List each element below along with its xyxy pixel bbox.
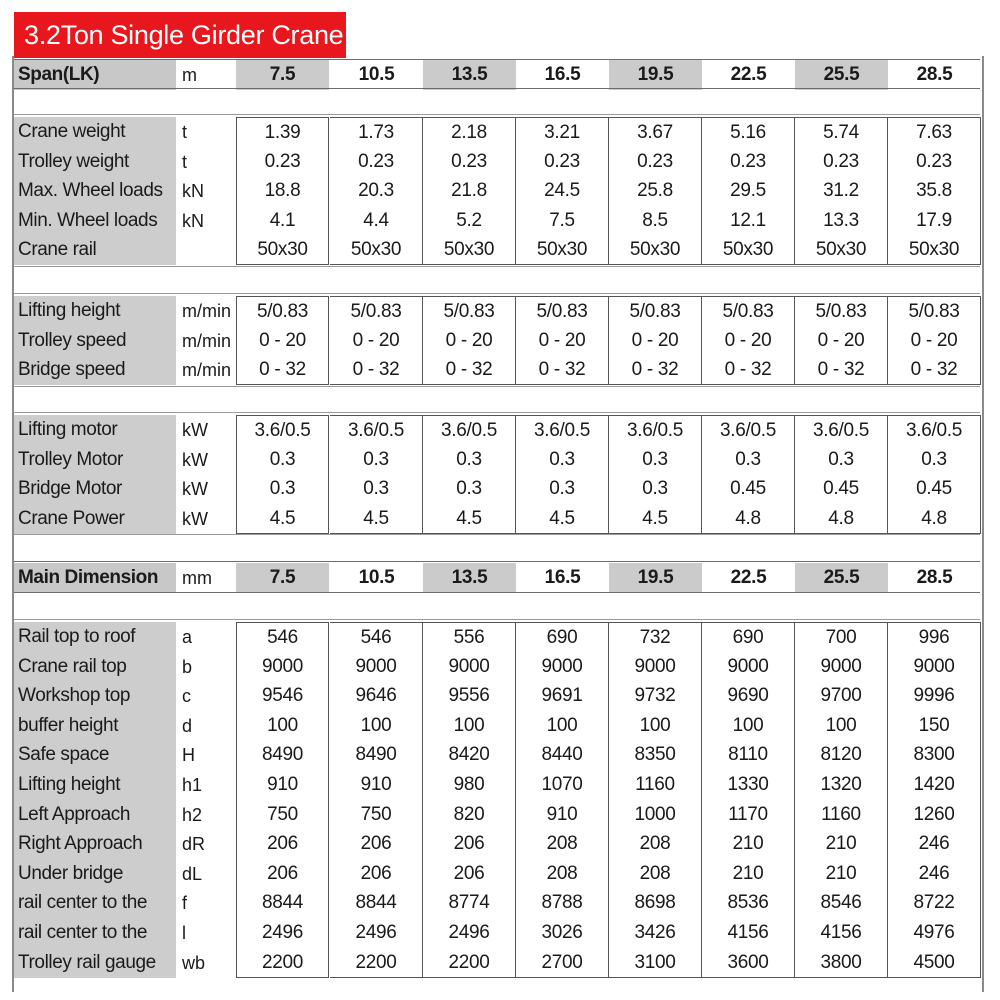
table-cell: 9000 xyxy=(516,652,609,682)
divider xyxy=(14,412,980,413)
row-label: Safe space xyxy=(14,740,176,770)
row-label: Bridge speed xyxy=(14,355,176,385)
row-label: rail center to the xyxy=(14,918,176,948)
table-cell: 0 - 20 xyxy=(423,326,516,356)
table-cell: 0.23 xyxy=(702,147,795,177)
table-cell: 25.5 xyxy=(795,60,888,90)
table-cell: 8536 xyxy=(702,888,795,918)
table-cell: 0 - 32 xyxy=(609,355,702,385)
table-row xyxy=(14,176,980,206)
row-unit: dL xyxy=(182,863,203,884)
table-cell: 1160 xyxy=(795,800,888,830)
table-cell: 25.5 xyxy=(795,563,888,593)
row-label: Lifting height xyxy=(14,296,176,326)
table-cell: 5/0.83 xyxy=(888,296,981,326)
table-cell: 206 xyxy=(236,859,329,889)
table-cell: 3.6/0.5 xyxy=(795,415,888,445)
table-cell: 50x30 xyxy=(702,235,795,265)
table-cell: 3.67 xyxy=(609,117,702,147)
row-label: buffer height xyxy=(14,711,176,741)
table-cell: 0 - 32 xyxy=(236,355,329,385)
table-cell: 2.18 xyxy=(423,117,516,147)
table-cell: 5/0.83 xyxy=(236,296,329,326)
table-cell: 0 - 32 xyxy=(423,355,516,385)
header-row xyxy=(14,563,980,593)
row-label: Crane Power xyxy=(14,504,176,534)
table-cell: 50x30 xyxy=(423,235,516,265)
table-cell: 2200 xyxy=(236,948,329,978)
table-cell: 700 xyxy=(795,622,888,652)
row-unit: kN xyxy=(182,181,204,202)
table-cell: 7.5 xyxy=(236,563,329,593)
table-cell: 0 - 20 xyxy=(330,326,423,356)
table-cell: 150 xyxy=(888,711,981,741)
table-cell: 546 xyxy=(236,622,329,652)
table-cell: 1.73 xyxy=(330,117,423,147)
table-cell: 910 xyxy=(330,770,423,800)
table-cell: 0.3 xyxy=(888,445,981,475)
table-cell: 1170 xyxy=(702,800,795,830)
table-cell: 0.23 xyxy=(236,147,329,177)
table-cell: 50x30 xyxy=(795,235,888,265)
table-cell: 0.3 xyxy=(330,474,423,504)
table-cell: 0.3 xyxy=(236,445,329,475)
table-cell: 22.5 xyxy=(730,64,767,85)
table-cell: 0.3 xyxy=(516,474,609,504)
table-cell: 246 xyxy=(888,859,981,889)
table-cell: 1160 xyxy=(609,770,702,800)
table-cell: 5.74 xyxy=(795,117,888,147)
table-cell: 22.5 xyxy=(730,567,767,588)
table-cell: 5.2 xyxy=(423,206,516,236)
table-cell: 9732 xyxy=(609,681,702,711)
table-cell: 17.9 xyxy=(888,206,981,236)
row-unit: f xyxy=(182,893,188,914)
table-cell: 13.3 xyxy=(795,206,888,236)
table-cell: 910 xyxy=(516,800,609,830)
table-cell: 9000 xyxy=(423,652,516,682)
table-cell: 3.6/0.5 xyxy=(330,415,423,445)
table-cell: 8546 xyxy=(795,888,888,918)
table-cell: 690 xyxy=(516,622,609,652)
table-cell: 8300 xyxy=(888,740,981,770)
divider xyxy=(14,534,980,535)
row-unit: t xyxy=(182,151,188,172)
row-label: Under bridge xyxy=(14,859,176,889)
table-cell: 25.8 xyxy=(609,176,702,206)
table-cell: 9556 xyxy=(423,681,516,711)
table-cell: 0.3 xyxy=(795,445,888,475)
divider xyxy=(14,266,980,267)
table-cell: 8110 xyxy=(702,740,795,770)
table-cell: 3600 xyxy=(702,948,795,978)
table-cell: 1070 xyxy=(516,770,609,800)
table-cell: 5/0.83 xyxy=(423,296,516,326)
table-cell: 980 xyxy=(423,770,516,800)
table-cell: 996 xyxy=(888,622,981,652)
table-cell: 1000 xyxy=(609,800,702,830)
table-cell: 1320 xyxy=(795,770,888,800)
row-label: Trolley weight xyxy=(14,147,176,177)
table-cell: 5/0.83 xyxy=(795,296,888,326)
table-cell: 5.16 xyxy=(702,117,795,147)
row-label: Span(LK) xyxy=(14,60,176,90)
table-cell: 9000 xyxy=(702,652,795,682)
table-cell: 7.63 xyxy=(888,117,981,147)
table-row xyxy=(14,652,980,682)
table-row xyxy=(14,622,980,652)
table-cell: 4976 xyxy=(888,918,981,948)
row-label: Right Approach xyxy=(14,829,176,859)
table-row xyxy=(14,888,980,918)
table-cell: 9000 xyxy=(609,652,702,682)
table-cell: 556 xyxy=(423,622,516,652)
table-cell: 0.3 xyxy=(516,445,609,475)
table-cell: 7.5 xyxy=(516,206,609,236)
table-cell: 16.5 xyxy=(544,567,581,588)
row-unit: kN xyxy=(182,210,204,231)
row-label: Trolley speed xyxy=(14,326,176,356)
table-cell: 21.8 xyxy=(423,176,516,206)
table-cell: 2496 xyxy=(236,918,329,948)
table-cell: 50x30 xyxy=(330,235,423,265)
divider xyxy=(14,386,980,387)
table-cell: 3.21 xyxy=(516,117,609,147)
table-row xyxy=(14,711,980,741)
table-cell: 1260 xyxy=(888,800,981,830)
table-cell: 210 xyxy=(702,829,795,859)
row-label: Workshop top xyxy=(14,681,176,711)
table-cell: 50x30 xyxy=(609,235,702,265)
row-label: Main Dimension xyxy=(14,563,176,593)
table-row xyxy=(14,415,980,445)
table-cell: 4.8 xyxy=(888,504,981,534)
row-label: Max. Wheel loads xyxy=(14,176,176,206)
table-cell: 2200 xyxy=(423,948,516,978)
table-cell: 9000 xyxy=(888,652,981,682)
row-unit: wb xyxy=(182,952,206,973)
row-label: Min. Wheel loads xyxy=(14,206,176,236)
table-cell: 0 - 32 xyxy=(330,355,423,385)
table-row xyxy=(14,681,980,711)
table-cell: 5/0.83 xyxy=(516,296,609,326)
table-cell: 0.3 xyxy=(423,474,516,504)
row-label: Crane weight xyxy=(14,117,176,147)
table-cell: 4500 xyxy=(888,948,981,978)
table-cell: 100 xyxy=(423,711,516,741)
table-cell: 100 xyxy=(702,711,795,741)
table-cell: 208 xyxy=(516,859,609,889)
row-label: Bridge Motor xyxy=(14,474,176,504)
table-cell: 0 - 20 xyxy=(609,326,702,356)
table-cell: 0 - 32 xyxy=(516,355,609,385)
table-row xyxy=(14,829,980,859)
table-cell: 246 xyxy=(888,829,981,859)
table-cell: 0 - 32 xyxy=(795,355,888,385)
table-cell: 4.5 xyxy=(516,504,609,534)
table-cell: 0.23 xyxy=(888,147,981,177)
table-cell: 3.6/0.5 xyxy=(609,415,702,445)
table-cell: 4.5 xyxy=(609,504,702,534)
divider xyxy=(14,619,980,620)
table-row xyxy=(14,770,980,800)
row-unit: d xyxy=(182,715,193,736)
divider xyxy=(14,114,980,115)
table-cell: 9690 xyxy=(702,681,795,711)
divider xyxy=(14,88,980,89)
table-cell: 7.5 xyxy=(236,60,329,90)
table-cell: 8698 xyxy=(609,888,702,918)
table-cell: 4156 xyxy=(702,918,795,948)
row-unit: t xyxy=(182,122,188,142)
table-cell: 8844 xyxy=(330,888,423,918)
table-cell: 8.5 xyxy=(609,206,702,236)
table-cell: 10.5 xyxy=(358,567,395,588)
table-cell: 8490 xyxy=(330,740,423,770)
row-unit: kW xyxy=(182,508,208,529)
table-cell: 2700 xyxy=(516,948,609,978)
table-row xyxy=(14,918,980,948)
table-row xyxy=(14,800,980,830)
table-cell: 208 xyxy=(609,859,702,889)
table-cell: 13.5 xyxy=(423,563,516,593)
table-cell: 0.3 xyxy=(609,445,702,475)
table-cell: 8722 xyxy=(888,888,981,918)
row-unit: kW xyxy=(182,420,208,440)
table-cell: 100 xyxy=(795,711,888,741)
table-cell: 4.5 xyxy=(236,504,329,534)
row-label: Trolley Motor xyxy=(14,445,176,475)
table-cell: 0.23 xyxy=(609,147,702,177)
table-row xyxy=(14,740,980,770)
row-unit: c xyxy=(182,686,191,707)
table-cell: 9700 xyxy=(795,681,888,711)
table-cell: 50x30 xyxy=(236,235,329,265)
table-cell: 9000 xyxy=(795,652,888,682)
row-unit xyxy=(180,235,236,265)
table-cell: 750 xyxy=(330,800,423,830)
table-cell: 0.23 xyxy=(795,147,888,177)
table-cell: 0.23 xyxy=(330,147,423,177)
row-unit: dR xyxy=(182,834,206,855)
table-cell: 8844 xyxy=(236,888,329,918)
row-unit: H xyxy=(182,745,195,766)
table-cell: 31.2 xyxy=(795,176,888,206)
table-row xyxy=(14,445,980,475)
header-row xyxy=(14,60,980,90)
table-cell: 210 xyxy=(795,859,888,889)
row-unit: m/min xyxy=(182,360,231,381)
table-cell: 2496 xyxy=(330,918,423,948)
table-cell: 0.3 xyxy=(609,474,702,504)
table-cell: 35.8 xyxy=(888,176,981,206)
table-cell: 50x30 xyxy=(516,235,609,265)
table-cell: 206 xyxy=(236,829,329,859)
table-cell: 3800 xyxy=(795,948,888,978)
table-cell: 100 xyxy=(330,711,423,741)
table-row xyxy=(14,206,980,236)
table-cell: 19.5 xyxy=(609,60,702,90)
table-cell: 3426 xyxy=(609,918,702,948)
table-cell: 1330 xyxy=(702,770,795,800)
table-cell: 18.8 xyxy=(236,176,329,206)
row-unit: kW xyxy=(182,449,208,470)
table-cell: 820 xyxy=(423,800,516,830)
table-cell: 206 xyxy=(330,859,423,889)
row-label: Trolley rail gauge xyxy=(14,948,176,978)
table-cell: 2496 xyxy=(423,918,516,948)
table-cell: 28.5 xyxy=(916,64,953,85)
table-cell: 2200 xyxy=(330,948,423,978)
table-cell: 3026 xyxy=(516,918,609,948)
table-cell: 0 - 20 xyxy=(236,326,329,356)
table-cell: 19.5 xyxy=(609,563,702,593)
table-cell: 210 xyxy=(702,859,795,889)
table-cell: 4.8 xyxy=(702,504,795,534)
divider xyxy=(14,293,980,294)
table-row xyxy=(14,296,980,326)
table-cell: 3.6/0.5 xyxy=(702,415,795,445)
table-cell: 0.45 xyxy=(702,474,795,504)
table-cell: 9996 xyxy=(888,681,981,711)
row-label: Lifting motor xyxy=(14,415,176,445)
table-cell: 750 xyxy=(236,800,329,830)
table-cell: 5/0.83 xyxy=(609,296,702,326)
table-cell: 0.3 xyxy=(236,474,329,504)
row-unit: h1 xyxy=(182,775,203,795)
table-cell: 9691 xyxy=(516,681,609,711)
row-label: Rail top to roof xyxy=(14,622,176,652)
table-cell: 3.6/0.5 xyxy=(236,415,329,445)
table-cell: 208 xyxy=(516,829,609,859)
table-cell: 3.6/0.5 xyxy=(423,415,516,445)
table-cell: 0 - 20 xyxy=(795,326,888,356)
table-cell: 4.8 xyxy=(795,504,888,534)
table-cell: 9000 xyxy=(236,652,329,682)
table-cell: 29.5 xyxy=(702,176,795,206)
table-cell: 8420 xyxy=(423,740,516,770)
table-cell: 0.45 xyxy=(888,474,981,504)
table-cell: 0.23 xyxy=(516,147,609,177)
table-cell: 4.5 xyxy=(330,504,423,534)
table-row xyxy=(14,474,980,504)
table-cell: 206 xyxy=(423,859,516,889)
table-cell: 10.5 xyxy=(358,64,395,85)
table-cell: 20.3 xyxy=(330,176,423,206)
table-cell: 9646 xyxy=(330,681,423,711)
table-cell: 206 xyxy=(423,829,516,859)
table-cell: 4.5 xyxy=(423,504,516,534)
row-unit: a xyxy=(182,627,193,647)
row-unit: l xyxy=(182,923,186,943)
table-cell: 16.5 xyxy=(544,64,581,85)
table-cell: 3.6/0.5 xyxy=(888,415,981,445)
table-row xyxy=(14,504,980,534)
table-cell: 208 xyxy=(609,829,702,859)
row-unit: kW xyxy=(182,479,208,500)
divider xyxy=(14,561,980,562)
table-row xyxy=(14,147,980,177)
table-cell: 100 xyxy=(609,711,702,741)
table-cell: 206 xyxy=(330,829,423,859)
table-cell: 0 - 32 xyxy=(702,355,795,385)
table-row xyxy=(14,948,980,978)
row-unit: m/min xyxy=(182,301,231,321)
table-cell: 4156 xyxy=(795,918,888,948)
table-cell: 8350 xyxy=(609,740,702,770)
page-title: 3.2Ton Single Girder Crane xyxy=(14,12,346,58)
table-row xyxy=(14,235,980,265)
table-row xyxy=(14,326,980,356)
table-cell: 100 xyxy=(236,711,329,741)
table-cell: 690 xyxy=(702,622,795,652)
table-cell: 546 xyxy=(330,622,423,652)
table-cell: 8440 xyxy=(516,740,609,770)
table-cell: 3100 xyxy=(609,948,702,978)
row-unit: h2 xyxy=(182,804,203,825)
row-unit: mm xyxy=(182,568,212,588)
table-cell: 12.1 xyxy=(702,206,795,236)
table-cell: 8788 xyxy=(516,888,609,918)
table-cell: 9000 xyxy=(330,652,423,682)
table-cell: 4.4 xyxy=(330,206,423,236)
table-cell: 5/0.83 xyxy=(330,296,423,326)
row-label: Crane rail top xyxy=(14,652,176,682)
table-cell: 0 - 32 xyxy=(888,355,981,385)
table-cell: 0 - 20 xyxy=(888,326,981,356)
row-label: rail center to the xyxy=(14,888,176,918)
table-cell: 28.5 xyxy=(916,567,953,588)
table-cell: 8774 xyxy=(423,888,516,918)
table-cell: 0.45 xyxy=(795,474,888,504)
row-label: Crane rail xyxy=(14,235,176,265)
table-cell: 13.5 xyxy=(423,60,516,90)
table-cell: 0.3 xyxy=(330,445,423,475)
row-unit: m/min xyxy=(182,330,231,351)
table-cell: 0.3 xyxy=(702,445,795,475)
table-cell: 5/0.83 xyxy=(702,296,795,326)
table-cell: 0.23 xyxy=(423,147,516,177)
row-unit: m xyxy=(182,65,197,85)
table-cell: 9546 xyxy=(236,681,329,711)
table-cell: 1.39 xyxy=(236,117,329,147)
row-unit: b xyxy=(182,656,193,677)
table-row xyxy=(14,355,980,385)
table-cell: 8120 xyxy=(795,740,888,770)
divider xyxy=(14,592,980,593)
table-cell: 3.6/0.5 xyxy=(516,415,609,445)
table-cell: 1420 xyxy=(888,770,981,800)
table-cell: 0 - 20 xyxy=(516,326,609,356)
table-cell: 50x30 xyxy=(888,235,981,265)
table-cell: 100 xyxy=(516,711,609,741)
table-cell: 24.5 xyxy=(516,176,609,206)
row-label: Left Approach xyxy=(14,800,176,830)
table-cell: 732 xyxy=(609,622,702,652)
table-row xyxy=(14,859,980,889)
table-cell: 8490 xyxy=(236,740,329,770)
table-cell: 0.3 xyxy=(423,445,516,475)
table-row xyxy=(14,117,980,147)
table-cell: 910 xyxy=(236,770,329,800)
table-cell: 4.1 xyxy=(236,206,329,236)
row-label: Lifting height xyxy=(14,770,176,800)
table-cell: 210 xyxy=(795,829,888,859)
table-cell: 0 - 20 xyxy=(702,326,795,356)
